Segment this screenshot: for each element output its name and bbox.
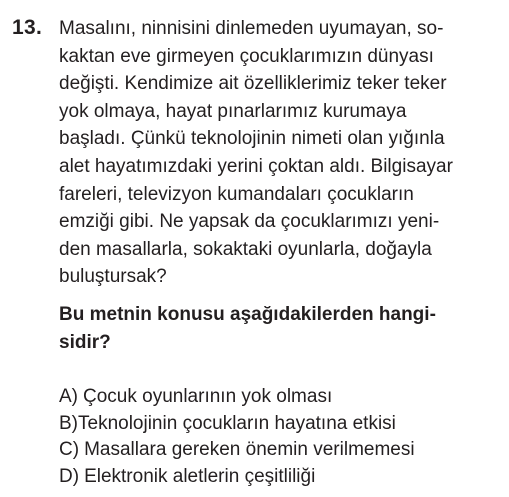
question-number: 13. bbox=[12, 16, 43, 39]
option-b[interactable] bbox=[59, 411, 499, 438]
option-a[interactable] bbox=[59, 384, 499, 411]
passage-line: başladı. Çünkü teknolojinin nimeti olan yığınla bbox=[59, 128, 445, 150]
passage-line: emziği gibi. Ne yapsak da çocuklarımızı yeni- bbox=[59, 211, 440, 233]
passage-line: fareleri, televizyon kumandaları çocukların bbox=[59, 183, 414, 205]
option-c[interactable] bbox=[59, 437, 499, 464]
passage-line: kaktan eve girmeyen çocuklarımızın dünyası bbox=[59, 45, 434, 67]
answer-options bbox=[59, 384, 499, 490]
passage-line: den masallarla, sokaktaki oyunlarla, doğayla bbox=[59, 238, 432, 260]
option-d[interactable] bbox=[59, 464, 499, 491]
passage-line: alet hayatımızdaki yerini çoktan aldı. Bilgisayar bbox=[59, 155, 453, 177]
option-text: Çocuk oyunlarının yok olması bbox=[83, 386, 333, 407]
passage-line: yok olmaya, hayat pınarlarımız kurumaya bbox=[59, 100, 407, 122]
passage-line: değişti. Kendimize ait özelliklerimiz teker teker bbox=[59, 73, 447, 95]
passage-line: Masalını, ninnisini dinlemeden uyumayan, so- bbox=[59, 18, 444, 39]
prompt-line: Bu metnin konusu aşağıdakilerden hangi- bbox=[59, 304, 436, 325]
option-text: Elektronik aletlerin çeşitliliği bbox=[84, 465, 316, 487]
option-letter: B) bbox=[59, 412, 78, 434]
question-passage bbox=[59, 15, 499, 291]
option-letter: A) bbox=[59, 386, 78, 407]
question-prompt bbox=[59, 301, 499, 357]
prompt-line: sidir? bbox=[59, 332, 111, 353]
option-text: Teknolojinin çocukların hayatına etkisi bbox=[78, 412, 396, 434]
passage-line: buluştursak? bbox=[59, 266, 167, 288]
option-letter: D) bbox=[59, 465, 80, 487]
option-letter: C) bbox=[59, 439, 80, 460]
option-text: Masallara gereken önemin verilmemesi bbox=[84, 439, 415, 460]
